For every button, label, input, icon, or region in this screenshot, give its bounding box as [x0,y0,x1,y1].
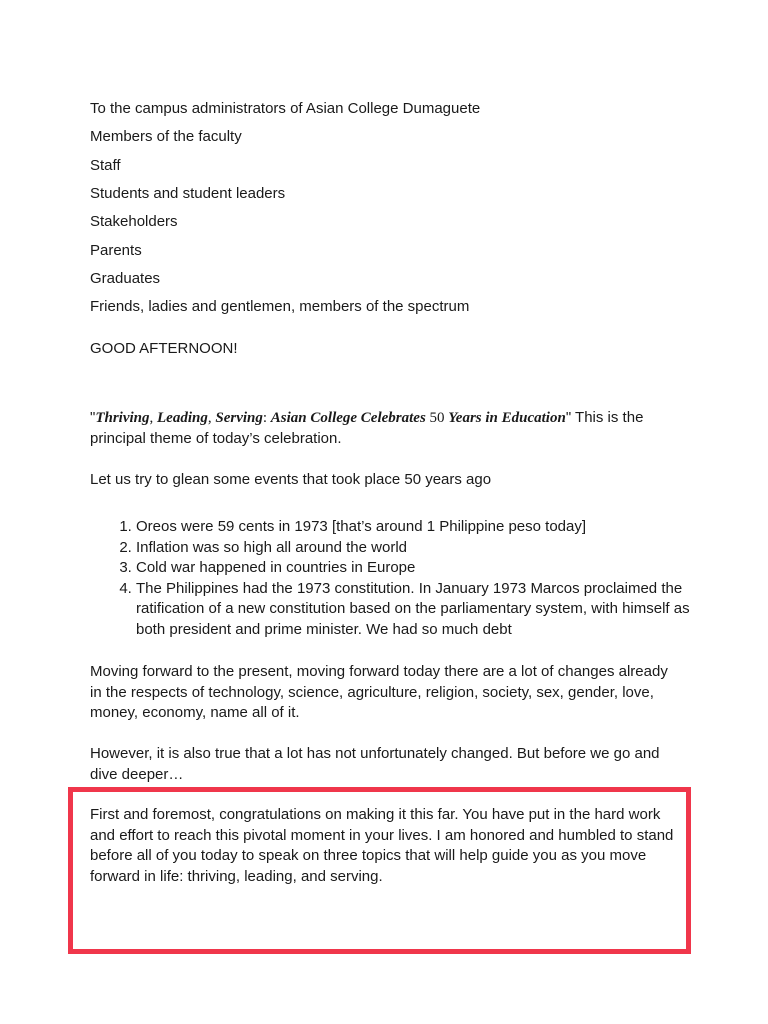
theme-rest: This is the principal theme of today’s celebration. [90,409,644,447]
theme-celebrates: Asian College Celebrates [270,410,426,426]
theme-years: Years in Education [448,410,566,426]
theme-thriving: Thriving [95,410,150,426]
salutation-line: Parents [90,242,142,259]
salutation-line: Students and student leaders [90,185,286,202]
salutation-line: To the campus administrators of Asian College Dumaguete [90,100,481,117]
list-item: 1. Oreos were 59 cents in 1973 [that’s around 1 Philippine peso today] [136,517,716,538]
salutation-line: Stakeholders [90,213,178,230]
salutation-line: Friends, ladies and gentlemen, members of the spectrum [90,298,470,315]
salutation-line: Graduates [90,270,161,287]
highlighted-paragraph: First and foremost, congratulations on making it this far. You have put in the hard work and effort to reach this pivotal moment in your lives. I am honored and humbled to stand before all of you today to speak on three topics that will help guide you as you move forward in life: thriving, leading, and serving. [90,806,674,885]
list-item: 2. Inflation was so high all around the world [136,538,716,559]
theme-open-quote: " [90,409,96,426]
salutation-line: Members of the faculty [90,128,242,145]
theme-close-quote: " [565,409,572,426]
theme-leading: Leading [157,410,208,426]
theme-comma: , [149,410,158,426]
theme-comma: , [207,410,216,426]
theme-fifty: 50 [425,410,449,426]
theme-paragraph [90,408,680,449]
events-list [90,517,716,640]
greeting: GOOD AFTERNOON! [90,340,238,357]
theme-serving: Serving [215,410,263,426]
list-item: 4. The Philippines had the 1973 constitution. In January 1973 Marcos proclaimed the ratification of a new constitution based on the parliamentary system, with himself as both president and prime minister. We had so much debt [136,579,716,641]
present-paragraph: Moving forward to the present, moving forward today there are a lot of changes already in the respects of technology, science, agriculture, religion, society, sex, gender, love, money, economy, name all of it. [90,663,668,721]
however-paragraph: However, it is also true that a lot has not unfortunately changed. But before we go and dive deeper… [90,745,660,783]
theme-colon: : [262,410,271,426]
salutation-line: Staff [90,157,121,174]
list-item: 3. Cold war happened in countries in Europe [136,558,716,579]
intro-line: Let us try to glean some events that took place 50 years ago [90,471,492,488]
